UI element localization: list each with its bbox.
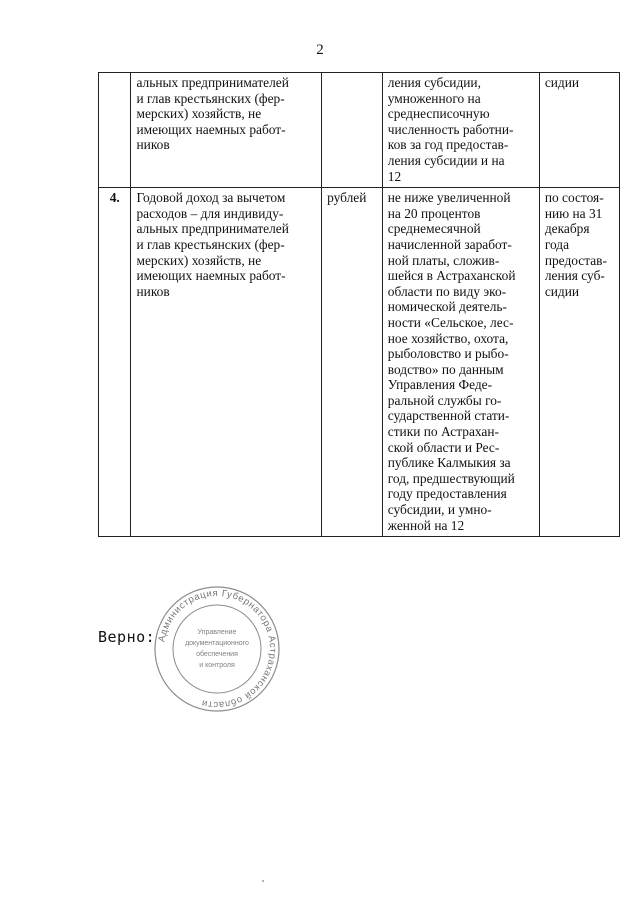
text-line: рыболовство и рыбо- xyxy=(387,346,509,362)
text-line: ской области и Рес- xyxy=(387,439,500,455)
text-line: сидии xyxy=(544,283,580,299)
text-line: ников xyxy=(136,283,170,299)
text-line: ральной службы го- xyxy=(387,392,502,408)
table-row-continued xyxy=(99,73,620,188)
text-line: имеющих наемных работ- xyxy=(136,121,286,137)
text-line: имеющих наемных работ- xyxy=(136,268,286,284)
table-row-4 xyxy=(99,188,620,537)
text-line: года xyxy=(544,236,570,252)
text-line: году предоставления xyxy=(387,486,507,502)
stamp-inner-ring xyxy=(173,605,261,693)
indicator-cell xyxy=(131,188,322,537)
text-line: субсидии, и умно- xyxy=(387,502,492,518)
text-line: среднемесячной xyxy=(387,221,481,237)
text-line: численность работни- xyxy=(387,121,514,137)
indicator-cell xyxy=(131,73,322,188)
indicators-table xyxy=(98,72,620,537)
text-line: умноженного на xyxy=(387,90,481,106)
text-line: начисленной заработ- xyxy=(387,236,512,252)
text-line: ников xyxy=(136,137,170,153)
text-line: альных предпринимателей xyxy=(136,221,289,237)
text-line: и глав крестьянских (фер- xyxy=(136,90,285,106)
stamp-inner-line: обеспечения xyxy=(196,651,238,658)
text-line: декабря xyxy=(544,221,590,237)
text-line: 12 xyxy=(387,168,402,184)
row-number-cell xyxy=(99,73,131,188)
unit-cell xyxy=(322,73,383,188)
text-line: не ниже увеличенной xyxy=(387,190,511,206)
unit-cell: рублей xyxy=(322,188,383,537)
text-line: публике Калмыкия за xyxy=(387,455,511,471)
text-line: ков за год предостав- xyxy=(387,137,509,153)
certification-label: Верно: xyxy=(98,628,156,646)
page-number: 2 xyxy=(316,42,324,58)
value-cell xyxy=(382,188,539,537)
text-line: и глав крестьянских (фер- xyxy=(136,236,285,252)
stamp-inner-line: Управление xyxy=(197,629,237,636)
text-line: мерских) хозяйств, не xyxy=(136,106,262,122)
scan-speck xyxy=(262,880,264,882)
text-line: на 20 процентов xyxy=(387,205,481,221)
stamp-outer-text: Администрация Губернатора Астраханской области xyxy=(156,587,279,711)
text-line: ной платы, сложив- xyxy=(387,252,500,268)
text-line: сидии xyxy=(544,75,580,90)
text-line: год, предшествующий xyxy=(387,470,515,486)
text-line: области по виду эко- xyxy=(387,283,507,299)
text-line: расходов – для индивиду- xyxy=(136,205,284,221)
text-line: стики по Астрахан- xyxy=(387,424,499,440)
text-line: ления субсидии и на xyxy=(387,152,505,168)
stamp-outer-ring xyxy=(155,587,279,711)
text-line: Управления Феде- xyxy=(387,377,493,393)
text-line: предостав- xyxy=(544,252,607,268)
text-line: ления субсидии, xyxy=(387,75,481,90)
text-line: женной на 12 xyxy=(387,517,465,533)
text-line: ности «Сельское, лес- xyxy=(387,314,514,330)
text-line: нию на 31 xyxy=(544,205,603,221)
text-line: шейся в Астраханской xyxy=(387,268,516,284)
text-line: ное хозяйство, охота, xyxy=(387,330,509,346)
text-line: водство» по данным xyxy=(387,361,504,377)
text-line: Годовой доход за вычетом xyxy=(136,190,286,206)
date-cell xyxy=(539,188,619,537)
stamp-inner-line: и контроля xyxy=(199,662,235,669)
text-line: сударственной стати- xyxy=(387,408,510,424)
text-line: мерских) хозяйств, не xyxy=(136,252,262,268)
official-stamp xyxy=(152,584,282,714)
text-line: номической деятель- xyxy=(387,299,507,315)
text-line: по состоя- xyxy=(544,190,604,206)
text-line: ления суб- xyxy=(544,268,605,284)
text-line: среднесписочную xyxy=(387,106,490,122)
row-number-cell: 4. xyxy=(99,188,131,537)
date-cell xyxy=(539,73,619,188)
text-line: альных предпринимателей xyxy=(136,75,289,90)
stamp-inner-line: документационного xyxy=(185,640,249,647)
value-cell xyxy=(382,73,539,188)
